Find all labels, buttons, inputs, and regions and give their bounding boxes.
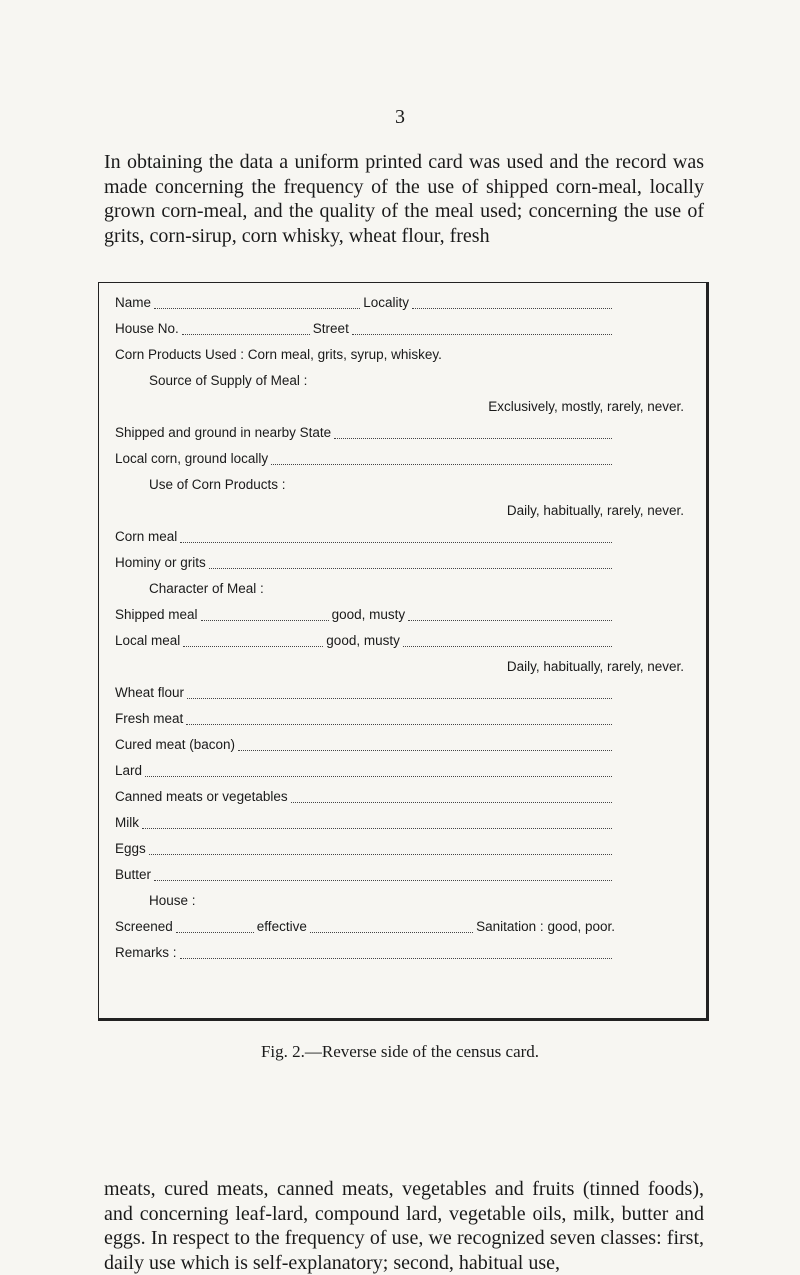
item-label: Canned meats or vegetables xyxy=(115,789,288,804)
character-of-meal-heading: Character of Meal : xyxy=(149,581,264,596)
shipped-ground-field[interactable] xyxy=(334,438,612,439)
shipped-meal-label: Shipped meal xyxy=(115,607,198,622)
item-field[interactable] xyxy=(186,724,612,725)
item-field[interactable] xyxy=(238,750,612,751)
house-row xyxy=(115,321,615,339)
item-row-wheat-flour xyxy=(115,685,615,703)
screened-row xyxy=(115,919,615,937)
use-of-corn-products-heading: Use of Corn Products : xyxy=(149,477,286,492)
remarks-field[interactable] xyxy=(180,958,612,959)
shipped-meal-quality: good, musty xyxy=(331,607,406,622)
local-corn-field[interactable] xyxy=(271,464,612,465)
item-label: Eggs xyxy=(115,841,146,856)
effective-label: effective xyxy=(256,919,307,934)
corn-meal-label: Corn meal xyxy=(115,529,178,544)
shipped-meal-quality-field[interactable] xyxy=(408,620,612,621)
local-meal-quality-field[interactable] xyxy=(403,646,612,647)
shipped-meal-row xyxy=(115,607,615,625)
local-corn-label: Local corn, ground locally xyxy=(115,451,269,466)
name-label: Name xyxy=(115,295,152,310)
item-row-butter xyxy=(115,867,615,885)
locality-label: Locality xyxy=(363,295,409,310)
local-meal-row xyxy=(115,633,615,651)
shipped-ground-label: Shipped and ground in nearby State xyxy=(115,425,332,440)
locality-field[interactable] xyxy=(412,308,612,309)
corn-products-used: Corn Products Used : Corn meal, grits, syrup, whiskey. xyxy=(115,347,442,362)
item-row-eggs xyxy=(115,841,615,859)
shipped-meal-field[interactable] xyxy=(201,620,329,621)
local-meal-field[interactable] xyxy=(183,646,323,647)
name-field[interactable] xyxy=(154,308,360,309)
house-no-label: House No. xyxy=(115,321,179,336)
remarks-label: Remarks : xyxy=(115,945,177,960)
item-row-lard xyxy=(115,763,615,781)
item-row-milk xyxy=(115,815,615,833)
item-field[interactable] xyxy=(187,698,612,699)
sanitation-label: Sanitation : good, poor. xyxy=(476,919,615,934)
local-meal-quality: good, musty xyxy=(326,633,400,648)
page-number: 3 xyxy=(395,106,405,128)
remarks-row xyxy=(115,945,615,963)
corn-meal-field[interactable] xyxy=(180,542,612,543)
screened-field[interactable] xyxy=(176,932,254,933)
item-label: Cured meat (bacon) xyxy=(115,737,236,752)
name-row xyxy=(115,295,615,313)
hominy-grits-row xyxy=(115,555,615,573)
shipped-ground-row xyxy=(115,425,615,443)
local-meal-label: Local meal xyxy=(115,633,181,648)
item-row-fresh-meat xyxy=(115,711,615,729)
effective-field[interactable] xyxy=(310,932,473,933)
census-card xyxy=(98,282,709,1021)
frequency-header-3: Daily, habitually, rarely, never. xyxy=(506,659,684,674)
item-field[interactable] xyxy=(145,776,612,777)
house-heading: House : xyxy=(149,893,196,908)
frequency-header-2: Daily, habitually, rarely, never. xyxy=(506,503,684,518)
item-field[interactable] xyxy=(154,880,612,881)
item-field[interactable] xyxy=(149,854,612,855)
screened-label: Screened xyxy=(115,919,173,934)
local-corn-row xyxy=(115,451,615,469)
corn-meal-row xyxy=(115,529,615,547)
item-field[interactable] xyxy=(291,802,612,803)
house-no-field[interactable] xyxy=(182,334,310,335)
hominy-grits-label: Hominy or grits xyxy=(115,555,206,570)
item-row-canned xyxy=(115,789,615,807)
street-field[interactable] xyxy=(352,334,612,335)
item-label: Wheat flour xyxy=(115,685,185,700)
source-of-supply-heading: Source of Supply of Meal : xyxy=(149,373,308,388)
body-paragraph-bottom: meats, cured meats, canned meats, vegetables and fruits (tinned foods), and concerning leaf-lard, compound lard, vegetable oils, milk, butter and eggs. In respect to the frequency of use, we recognized seven classes: first, daily use which is self-explanatory; second, habitual use, xyxy=(104,1178,704,1274)
figure-caption: Fig. 2.—Reverse side of the census card. xyxy=(260,1042,540,1061)
item-label: Milk xyxy=(115,815,139,830)
item-label: Fresh meat xyxy=(115,711,184,726)
item-field[interactable] xyxy=(142,828,612,829)
item-label: Butter xyxy=(115,867,152,882)
body-paragraph-top: In obtaining the data a uniform printed card was used and the record was made concerning the frequency of the use of shipped corn-meal, locally grown corn-meal, and the quality of the meal used; concerning the use of grits, corn-sirup, corn whisky, wheat flour, fresh xyxy=(104,151,704,247)
hominy-grits-field[interactable] xyxy=(209,568,612,569)
item-row-cured-meat xyxy=(115,737,615,755)
item-label: Lard xyxy=(115,763,143,778)
frequency-header-1: Exclusively, mostly, rarely, never. xyxy=(488,399,684,414)
street-label: Street xyxy=(312,321,349,336)
